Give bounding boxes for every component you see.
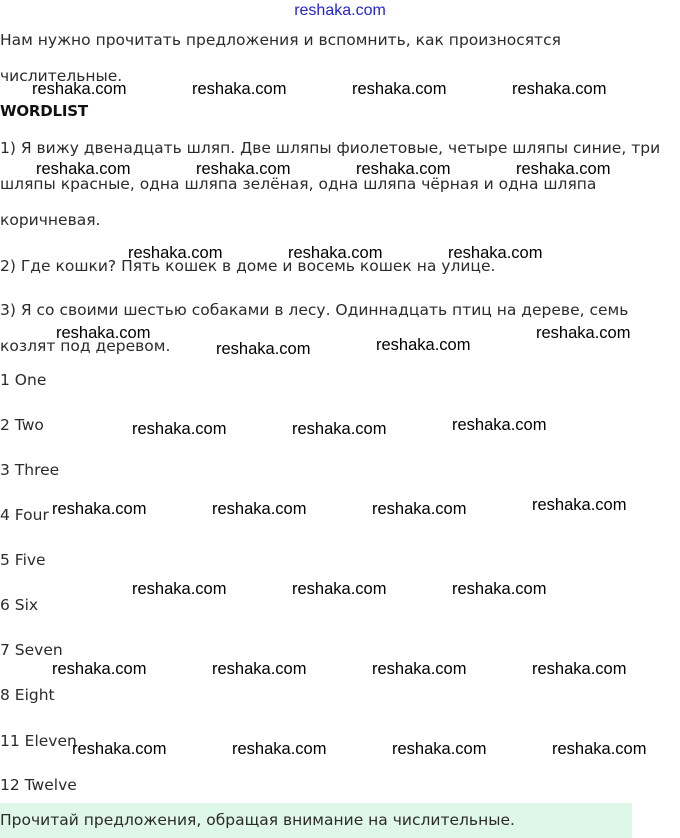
watermark: reshaka.com bbox=[376, 336, 471, 354]
wordlist-item: 6 Six bbox=[0, 596, 39, 614]
wordlist-item: 12 Twelve bbox=[0, 776, 77, 794]
watermark: reshaka.com bbox=[356, 160, 451, 178]
intro-line-1: Нам нужно прочитать предложения и вспомнить, как произносятся bbox=[0, 31, 561, 49]
wordlist-item: 1 One bbox=[0, 371, 47, 389]
watermark: reshaka.com bbox=[72, 740, 167, 758]
task-callout bbox=[0, 803, 632, 838]
wordlist-item: 7 Seven bbox=[0, 641, 63, 659]
watermark: reshaka.com bbox=[516, 160, 611, 178]
watermark: reshaka.com bbox=[532, 660, 627, 678]
watermark: reshaka.com bbox=[216, 340, 311, 358]
site-header-link[interactable]: reshaka.com bbox=[294, 2, 386, 19]
watermark: reshaka.com bbox=[536, 324, 631, 342]
watermark: reshaka.com bbox=[52, 660, 147, 678]
sentence-1-line-2: шляпы красные, одна шляпа зелёная, одна шляпа чёрная и одна шляпа bbox=[0, 175, 597, 193]
watermark: reshaka.com bbox=[448, 244, 543, 262]
wordlist-item: 2 Two bbox=[0, 416, 44, 434]
watermark: reshaka.com bbox=[392, 740, 487, 758]
watermark: reshaka.com bbox=[212, 500, 307, 518]
watermark: reshaka.com bbox=[132, 420, 227, 438]
wordlist-item: 8 Eight bbox=[0, 686, 55, 704]
watermark: reshaka.com bbox=[212, 660, 307, 678]
watermark: reshaka.com bbox=[192, 80, 287, 98]
watermark: reshaka.com bbox=[552, 740, 647, 758]
watermark: reshaka.com bbox=[52, 500, 147, 518]
sentence-2: 2) Где кошки? Пять кошек в доме и восемь кошек на улице. bbox=[0, 257, 496, 275]
sentence-1-line-1: 1) Я вижу двенадцать шляп. Две шляпы фиолетовые, четыре шляпы синие, три bbox=[0, 139, 661, 157]
watermark: reshaka.com bbox=[532, 496, 627, 514]
watermark: reshaka.com bbox=[292, 580, 387, 598]
watermark: reshaka.com bbox=[56, 324, 151, 342]
watermark: reshaka.com bbox=[32, 80, 127, 98]
watermark: reshaka.com bbox=[512, 80, 607, 98]
watermark: reshaka.com bbox=[132, 580, 227, 598]
wordlist-item: 5 Five bbox=[0, 551, 46, 569]
watermark: reshaka.com bbox=[232, 740, 327, 758]
wordlist-item: 4 Four bbox=[0, 506, 49, 524]
watermark: reshaka.com bbox=[452, 416, 547, 434]
watermark: reshaka.com bbox=[372, 500, 467, 518]
watermark: reshaka.com bbox=[292, 420, 387, 438]
sentence-3-line-1: 3) Я со своими шестью собаками в лесу. Одиннадцать птиц на дереве, семь bbox=[0, 301, 629, 319]
intro-line-2: числительные. bbox=[0, 67, 123, 85]
sentence-3-line-2: козлят под деревом. bbox=[0, 337, 171, 355]
wordlist-item: 11 Eleven bbox=[0, 732, 77, 750]
watermark: reshaka.com bbox=[196, 160, 291, 178]
watermark: reshaka.com bbox=[128, 244, 223, 262]
watermark: reshaka.com bbox=[36, 160, 131, 178]
watermark: reshaka.com bbox=[288, 244, 383, 262]
sentence-1-line-3: коричневая. bbox=[0, 211, 101, 229]
wordlist-heading: WORDLIST bbox=[0, 102, 88, 120]
wordlist-item: 3 Three bbox=[0, 461, 60, 479]
watermark: reshaka.com bbox=[352, 80, 447, 98]
task-text: Прочитай предложения, обращая внимание на числительные. bbox=[0, 811, 515, 829]
watermark: reshaka.com bbox=[372, 660, 467, 678]
watermark: reshaka.com bbox=[452, 580, 547, 598]
